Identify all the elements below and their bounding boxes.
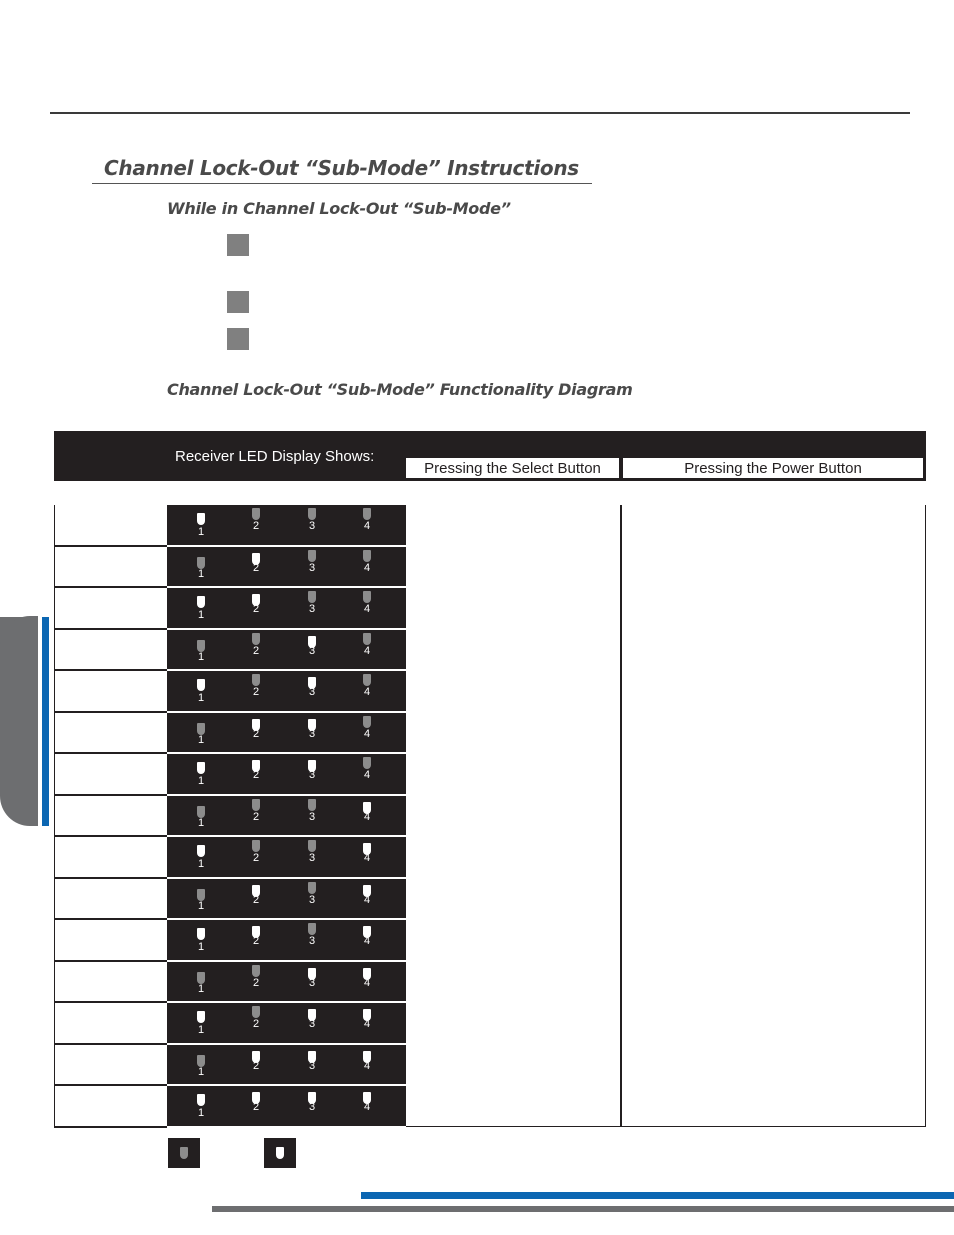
row-label-cell <box>54 1086 167 1128</box>
led-number: 4 <box>363 686 371 698</box>
led-off-icon <box>363 508 371 520</box>
led-number: 2 <box>252 644 260 657</box>
row-label-cell <box>54 920 167 962</box>
step-bullet-1 <box>227 234 249 256</box>
led-off-icon <box>180 1147 188 1159</box>
led-display <box>167 837 406 879</box>
footer-gray-bar <box>212 1206 954 1212</box>
row-label-cell <box>54 588 167 630</box>
led-number: 1 <box>197 982 205 995</box>
led-display <box>167 630 406 672</box>
table-row <box>54 796 406 838</box>
led-display <box>167 588 406 630</box>
row-label-cell <box>54 713 167 755</box>
led-number: 1 <box>197 1065 205 1078</box>
led-number: 1 <box>197 650 205 663</box>
row-label-cell <box>54 879 167 921</box>
table-row <box>54 671 406 713</box>
led-off-icon <box>363 550 371 562</box>
led-number: 3 <box>308 561 316 574</box>
table-row <box>54 962 406 1004</box>
led-number: 1 <box>197 1107 205 1119</box>
led-number: 4 <box>363 976 371 989</box>
led-number: 4 <box>363 810 371 823</box>
led-number: 2 <box>252 769 260 781</box>
led-number: 2 <box>252 1059 260 1072</box>
led-number: 2 <box>252 893 260 906</box>
led-on-icon <box>197 679 205 691</box>
led-on-icon <box>197 845 205 857</box>
led-off-icon <box>363 633 371 645</box>
led-number: 2 <box>252 520 260 532</box>
table-row <box>54 920 406 962</box>
led-off-icon <box>308 591 316 603</box>
led-number: 2 <box>252 852 260 864</box>
row-label-cell <box>54 754 167 796</box>
header-rule <box>50 112 910 114</box>
led-on-icon <box>197 596 205 608</box>
led-number: 3 <box>308 520 316 532</box>
row-label-cell <box>54 671 167 713</box>
led-number: 1 <box>197 526 205 538</box>
table-row <box>54 505 406 547</box>
led-number: 3 <box>308 810 316 823</box>
row-label-cell <box>54 505 167 547</box>
led-number: 3 <box>308 893 316 906</box>
column-divider <box>620 505 622 1127</box>
led-number: 1 <box>197 1024 205 1036</box>
led-off-icon <box>252 674 260 686</box>
table-row <box>54 1003 406 1045</box>
led-number: 3 <box>308 644 316 657</box>
led-on-icon <box>197 1094 205 1106</box>
led-off-icon <box>252 633 260 645</box>
led-display <box>167 1003 406 1045</box>
led-number: 4 <box>363 603 371 615</box>
step-bullet-2 <box>227 291 249 313</box>
led-off-icon <box>252 840 260 852</box>
led-display <box>167 1045 406 1087</box>
led-off-icon <box>308 799 316 811</box>
led-off-icon <box>363 674 371 686</box>
row-label-cell <box>54 962 167 1004</box>
row-label-cell <box>54 547 167 589</box>
table-row <box>54 837 406 879</box>
section-title-underline <box>92 183 592 184</box>
led-number: 1 <box>197 858 205 870</box>
led-number: 1 <box>197 816 205 829</box>
led-number: 1 <box>197 692 205 704</box>
footer-blue-bar <box>361 1192 954 1199</box>
led-number: 4 <box>363 769 371 781</box>
row-label-cell <box>54 630 167 672</box>
led-number: 4 <box>363 893 371 906</box>
led-number: 1 <box>197 941 205 953</box>
row-label-cell <box>54 1003 167 1045</box>
led-number: 2 <box>252 935 260 947</box>
led-number: 1 <box>197 733 205 746</box>
column-header-power: Pressing the Power Button <box>622 457 924 479</box>
row-label-cell <box>54 796 167 838</box>
led-display <box>167 962 406 1004</box>
led-number: 2 <box>252 686 260 698</box>
table-row <box>54 1045 406 1087</box>
led-off-icon <box>252 1006 260 1018</box>
led-number: 1 <box>197 899 205 912</box>
subheading-while-in-mode: While in Channel Lock-Out “Sub-Mode” <box>167 199 511 218</box>
led-number: 4 <box>363 644 371 657</box>
led-number: 2 <box>252 1101 260 1113</box>
side-tab <box>0 617 38 826</box>
led-number: 2 <box>252 603 260 615</box>
led-off-icon <box>252 799 260 811</box>
led-display <box>167 796 406 838</box>
table-row <box>54 754 406 796</box>
led-number: 3 <box>308 1018 316 1030</box>
led-number: 4 <box>363 852 371 864</box>
table-row <box>54 713 406 755</box>
led-number: 4 <box>363 1018 371 1030</box>
led-number: 2 <box>252 976 260 989</box>
led-display <box>167 879 406 921</box>
column-header-select: Pressing the Select Button <box>405 457 620 479</box>
led-number: 3 <box>308 935 316 947</box>
led-display <box>167 671 406 713</box>
table-row <box>54 588 406 630</box>
led-on-icon <box>197 762 205 774</box>
step-bullet-3 <box>227 328 249 350</box>
led-off-icon <box>308 923 316 935</box>
led-number: 4 <box>363 727 371 740</box>
led-number: 4 <box>363 1059 371 1072</box>
table-row <box>54 547 406 589</box>
led-off-icon <box>363 716 371 728</box>
led-number: 3 <box>308 603 316 615</box>
led-display <box>167 547 406 589</box>
row-label-cell <box>54 1045 167 1087</box>
led-number: 4 <box>363 520 371 532</box>
legend-led-on <box>264 1138 296 1168</box>
led-off-icon <box>363 591 371 603</box>
table-row <box>54 1086 406 1128</box>
led-off-icon <box>308 550 316 562</box>
led-number: 2 <box>252 1018 260 1030</box>
led-number: 3 <box>308 727 316 740</box>
led-on-icon <box>276 1147 284 1159</box>
row-label-cell <box>54 837 167 879</box>
subheading-functionality-diagram: Channel Lock-Out “Sub-Mode” Functionality Diagram <box>167 380 633 399</box>
led-off-icon <box>308 882 316 894</box>
section-title: Channel Lock-Out “Sub-Mode” Instructions <box>104 156 579 180</box>
led-number: 2 <box>252 561 260 574</box>
table-row <box>54 879 406 921</box>
led-number: 4 <box>363 935 371 947</box>
led-on-icon <box>197 1011 205 1023</box>
led-display <box>167 505 406 547</box>
led-number: 2 <box>252 810 260 823</box>
led-number: 4 <box>363 561 371 574</box>
led-on-icon <box>197 513 205 525</box>
led-off-icon <box>252 965 260 977</box>
led-display <box>167 1086 406 1128</box>
led-display <box>167 920 406 962</box>
legend-led-off <box>168 1138 200 1168</box>
led-number: 3 <box>308 976 316 989</box>
led-on-icon <box>197 928 205 940</box>
led-off-icon <box>308 508 316 520</box>
table-row <box>54 630 406 672</box>
led-number: 1 <box>197 567 205 580</box>
led-number: 3 <box>308 1101 316 1113</box>
side-accent-stripe <box>42 617 49 826</box>
led-off-icon <box>308 840 316 852</box>
led-number: 3 <box>308 686 316 698</box>
led-number: 3 <box>308 769 316 781</box>
led-display <box>167 754 406 796</box>
led-number: 2 <box>252 727 260 740</box>
led-number: 3 <box>308 852 316 864</box>
led-off-icon <box>252 508 260 520</box>
led-display <box>167 713 406 755</box>
led-off-icon <box>363 757 371 769</box>
led-number: 3 <box>308 1059 316 1072</box>
led-number: 1 <box>197 775 205 787</box>
led-number: 4 <box>363 1101 371 1113</box>
table-header-label: Receiver LED Display Shows: <box>175 448 375 465</box>
led-number: 1 <box>197 609 205 621</box>
